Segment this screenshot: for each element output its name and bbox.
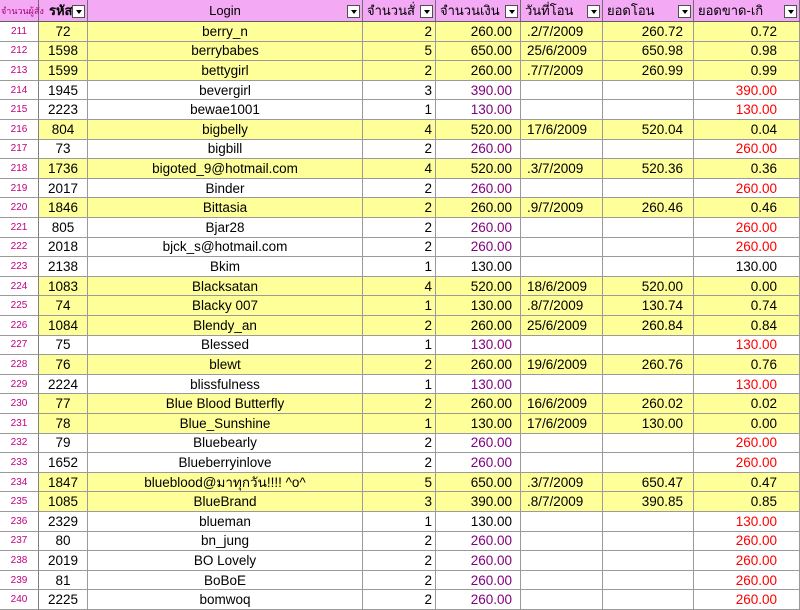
table-row bbox=[0, 257, 800, 277]
transfer-cell[interactable]: 520.36 bbox=[603, 159, 694, 179]
login-cell[interactable]: bevergirl bbox=[88, 81, 363, 101]
amount-cell[interactable]: 260.00 bbox=[436, 179, 521, 199]
balance-cell[interactable]: 0.04 bbox=[694, 120, 800, 140]
row-number[interactable]: 219 bbox=[0, 179, 39, 199]
transfer-cell[interactable] bbox=[603, 238, 694, 258]
amount-header-label: จำนวนเงิน bbox=[440, 3, 500, 18]
balance-cell[interactable]: 0.84 bbox=[694, 316, 800, 336]
amount-cell[interactable]: 260.00 bbox=[436, 316, 521, 336]
login-header[interactable] bbox=[88, 0, 363, 21]
login-cell[interactable]: bomwoq bbox=[88, 590, 363, 610]
table-row bbox=[0, 512, 800, 532]
row-number[interactable]: 234 bbox=[0, 473, 39, 493]
qty-cell[interactable]: 4 bbox=[363, 277, 436, 297]
date-cell[interactable]: .9/7/2009 bbox=[521, 198, 603, 218]
login-cell[interactable]: BlueBrand bbox=[88, 492, 363, 512]
transfer-cell[interactable] bbox=[603, 375, 694, 395]
login-cell[interactable]: bigbelly bbox=[88, 120, 363, 140]
code-cell[interactable]: 1846 bbox=[39, 198, 88, 218]
login-cell[interactable]: blueman bbox=[88, 512, 363, 532]
date-cell[interactable]: .2/7/2009 bbox=[521, 22, 603, 42]
balance-cell[interactable]: 260.00 bbox=[694, 218, 800, 238]
transfer-cell[interactable] bbox=[603, 218, 694, 238]
transfer-cell[interactable] bbox=[603, 571, 694, 591]
balance-cell[interactable]: 260.00 bbox=[694, 179, 800, 199]
login-cell[interactable]: Blue_Sunshine bbox=[88, 414, 363, 434]
login-cell[interactable]: berry_n bbox=[88, 22, 363, 42]
row-count-header: จำนวนผู้สั่ง bbox=[0, 0, 39, 21]
table-row bbox=[0, 296, 800, 316]
amount-cell[interactable]: 260.00 bbox=[436, 238, 521, 258]
amount-cell[interactable]: 650.00 bbox=[436, 42, 521, 62]
balance-cell[interactable]: 130.00 bbox=[694, 512, 800, 532]
transfer-cell[interactable] bbox=[603, 551, 694, 571]
qty-cell[interactable]: 3 bbox=[363, 81, 436, 101]
table-row bbox=[0, 22, 800, 42]
amount-cell[interactable]: 260.00 bbox=[436, 218, 521, 238]
row-number[interactable]: 213 bbox=[0, 61, 39, 81]
login-cell[interactable]: Blessed bbox=[88, 336, 363, 356]
date-filter-dropdown-icon[interactable] bbox=[587, 5, 600, 18]
date-cell[interactable] bbox=[521, 238, 603, 258]
date-cell[interactable] bbox=[521, 336, 603, 356]
amount-cell[interactable]: 260.00 bbox=[436, 61, 521, 81]
code-cell[interactable]: 805 bbox=[39, 218, 88, 238]
row-number[interactable]: 230 bbox=[0, 394, 39, 414]
date-cell[interactable] bbox=[521, 434, 603, 454]
amount-cell[interactable]: 260.00 bbox=[436, 198, 521, 218]
amount-cell[interactable]: 260.00 bbox=[436, 532, 521, 552]
row-number[interactable]: 233 bbox=[0, 453, 39, 473]
table-row bbox=[0, 414, 800, 434]
table-row bbox=[0, 61, 800, 81]
transfer-cell[interactable] bbox=[603, 453, 694, 473]
row-number[interactable]: 231 bbox=[0, 414, 39, 434]
row-number[interactable]: 218 bbox=[0, 159, 39, 179]
qty-cell[interactable]: 2 bbox=[363, 532, 436, 552]
code-cell[interactable]: 1084 bbox=[39, 316, 88, 336]
code-cell[interactable]: 81 bbox=[39, 571, 88, 591]
table-row bbox=[0, 473, 800, 493]
transfer-cell[interactable]: 260.02 bbox=[603, 394, 694, 414]
qty-cell[interactable]: 2 bbox=[363, 355, 436, 375]
transfer-cell[interactable]: 130.74 bbox=[603, 296, 694, 316]
transfer-header[interactable] bbox=[603, 0, 694, 21]
date-cell[interactable] bbox=[521, 453, 603, 473]
code-cell[interactable]: 1598 bbox=[39, 42, 88, 62]
date-cell[interactable] bbox=[521, 532, 603, 552]
qty-cell[interactable]: 1 bbox=[363, 296, 436, 316]
login-cell[interactable]: BO Lovely bbox=[88, 551, 363, 571]
qty-cell[interactable]: 2 bbox=[363, 590, 436, 610]
login-filter-dropdown-icon[interactable] bbox=[347, 5, 360, 18]
transfer-cell[interactable] bbox=[603, 257, 694, 277]
row-number[interactable]: 237 bbox=[0, 532, 39, 552]
qty-cell[interactable]: 2 bbox=[363, 551, 436, 571]
transfer-cell[interactable]: 260.99 bbox=[603, 61, 694, 81]
amount-cell[interactable]: 130.00 bbox=[436, 100, 521, 120]
qty-cell[interactable]: 4 bbox=[363, 120, 436, 140]
transfer-cell[interactable] bbox=[603, 336, 694, 356]
balance-cell[interactable]: 0.72 bbox=[694, 22, 800, 42]
table-row bbox=[0, 571, 800, 591]
amount-cell[interactable]: 130.00 bbox=[436, 512, 521, 532]
qty-filter-dropdown-icon[interactable] bbox=[420, 5, 433, 18]
amount-cell[interactable]: 130.00 bbox=[436, 257, 521, 277]
row-number[interactable]: 239 bbox=[0, 571, 39, 591]
amount-cell[interactable]: 130.00 bbox=[436, 296, 521, 316]
balance-cell[interactable]: 130.00 bbox=[694, 100, 800, 120]
amount-cell[interactable]: 260.00 bbox=[436, 434, 521, 454]
date-header[interactable] bbox=[521, 0, 603, 21]
date-cell[interactable]: 17/6/2009 bbox=[521, 120, 603, 140]
balance-cell[interactable]: 260.00 bbox=[694, 551, 800, 571]
table-row bbox=[0, 218, 800, 238]
table-row bbox=[0, 120, 800, 140]
date-cell[interactable] bbox=[521, 551, 603, 571]
balance-cell[interactable]: 260.00 bbox=[694, 571, 800, 591]
code-cell[interactable]: 2017 bbox=[39, 179, 88, 199]
balance-cell[interactable]: 130.00 bbox=[694, 257, 800, 277]
amount-cell[interactable]: 520.00 bbox=[436, 120, 521, 140]
login-cell[interactable]: Binder bbox=[88, 179, 363, 199]
table-row bbox=[0, 375, 800, 395]
transfer-cell[interactable]: 260.76 bbox=[603, 355, 694, 375]
row-number[interactable]: 214 bbox=[0, 81, 39, 101]
table-row bbox=[0, 159, 800, 179]
code-cell[interactable]: 2329 bbox=[39, 512, 88, 532]
code-cell[interactable]: 73 bbox=[39, 140, 88, 160]
qty-header[interactable] bbox=[363, 0, 436, 21]
login-cell[interactable]: bjck_s@hotmail.com bbox=[88, 238, 363, 258]
balance-cell[interactable]: 260.00 bbox=[694, 532, 800, 552]
code-cell[interactable]: 77 bbox=[39, 394, 88, 414]
table-row bbox=[0, 42, 800, 62]
qty-header-label: จำนวนสั่ bbox=[367, 3, 415, 18]
qty-cell[interactable]: 1 bbox=[363, 336, 436, 356]
qty-cell[interactable]: 2 bbox=[363, 316, 436, 336]
transfer-cell[interactable] bbox=[603, 434, 694, 454]
balance-header-label: ยอดขาด-เกิ bbox=[698, 3, 764, 18]
balance-cell[interactable]: 260.00 bbox=[694, 238, 800, 258]
qty-cell[interactable]: 2 bbox=[363, 198, 436, 218]
qty-cell[interactable]: 2 bbox=[363, 140, 436, 160]
qty-cell[interactable]: 2 bbox=[363, 394, 436, 414]
login-cell[interactable]: Blue Blood Butterfly bbox=[88, 394, 363, 414]
amount-filter-dropdown-icon[interactable] bbox=[505, 5, 518, 18]
date-cell[interactable] bbox=[521, 512, 603, 532]
transfer-header-label: ยอดโอน bbox=[607, 3, 655, 18]
amount-cell[interactable]: 260.00 bbox=[436, 394, 521, 414]
balance-cell[interactable]: 0.00 bbox=[694, 414, 800, 434]
login-cell[interactable]: blueblood@มาทุกวัน!!!! ^o^ bbox=[88, 473, 363, 493]
table-row bbox=[0, 394, 800, 414]
balance-cell[interactable]: 0.85 bbox=[694, 492, 800, 512]
login-cell[interactable]: blissfulness bbox=[88, 375, 363, 395]
balance-cell[interactable]: 0.98 bbox=[694, 42, 800, 62]
code-cell[interactable]: 2225 bbox=[39, 590, 88, 610]
transfer-cell[interactable]: 520.04 bbox=[603, 120, 694, 140]
date-cell[interactable] bbox=[521, 590, 603, 610]
date-cell[interactable] bbox=[521, 100, 603, 120]
date-cell[interactable] bbox=[521, 81, 603, 101]
date-cell[interactable]: .3/7/2009 bbox=[521, 159, 603, 179]
login-header-label: Login bbox=[209, 3, 241, 18]
code-cell[interactable]: 2138 bbox=[39, 257, 88, 277]
qty-cell[interactable]: 1 bbox=[363, 257, 436, 277]
qty-cell[interactable]: 1 bbox=[363, 375, 436, 395]
balance-cell[interactable]: 260.00 bbox=[694, 590, 800, 610]
row-number[interactable]: 226 bbox=[0, 316, 39, 336]
row-number[interactable]: 232 bbox=[0, 434, 39, 454]
table-row bbox=[0, 179, 800, 199]
date-cell[interactable]: 17/6/2009 bbox=[521, 414, 603, 434]
balance-cell[interactable]: 260.00 bbox=[694, 453, 800, 473]
login-cell[interactable]: berrybabes bbox=[88, 42, 363, 62]
table-row bbox=[0, 81, 800, 101]
row-number[interactable]: 222 bbox=[0, 238, 39, 258]
table-row bbox=[0, 198, 800, 218]
row-number[interactable]: 215 bbox=[0, 100, 39, 120]
login-cell[interactable]: Bittasia bbox=[88, 198, 363, 218]
login-cell[interactable]: Blueberryinlove bbox=[88, 453, 363, 473]
table-row bbox=[0, 492, 800, 512]
balance-cell[interactable]: 0.74 bbox=[694, 296, 800, 316]
row-number[interactable]: 225 bbox=[0, 296, 39, 316]
code-cell[interactable]: 74 bbox=[39, 296, 88, 316]
row-number[interactable]: 229 bbox=[0, 375, 39, 395]
balance-cell[interactable]: 130.00 bbox=[694, 336, 800, 356]
row-number[interactable]: 227 bbox=[0, 336, 39, 356]
date-cell[interactable]: .7/7/2009 bbox=[521, 61, 603, 81]
date-cell[interactable] bbox=[521, 179, 603, 199]
login-cell[interactable]: Bluebearly bbox=[88, 434, 363, 454]
qty-cell[interactable]: 4 bbox=[363, 159, 436, 179]
balance-cell[interactable]: 0.76 bbox=[694, 355, 800, 375]
qty-cell[interactable]: 2 bbox=[363, 238, 436, 258]
date-cell[interactable] bbox=[521, 257, 603, 277]
code-cell[interactable]: 1599 bbox=[39, 61, 88, 81]
balance-cell[interactable]: 0.99 bbox=[694, 61, 800, 81]
code-cell[interactable]: 1085 bbox=[39, 492, 88, 512]
code-cell[interactable]: 2223 bbox=[39, 100, 88, 120]
code-filter-dropdown-icon[interactable] bbox=[72, 5, 85, 18]
row-number[interactable]: 236 bbox=[0, 512, 39, 532]
code-header-label: รหัส bbox=[49, 3, 73, 18]
date-cell[interactable]: 19/6/2009 bbox=[521, 355, 603, 375]
amount-cell[interactable]: 260.00 bbox=[436, 571, 521, 591]
date-cell[interactable]: 25/6/2009 bbox=[521, 42, 603, 62]
balance-cell[interactable]: 260.00 bbox=[694, 140, 800, 160]
code-cell[interactable]: 2224 bbox=[39, 375, 88, 395]
qty-cell[interactable]: 2 bbox=[363, 61, 436, 81]
row-number[interactable]: 221 bbox=[0, 218, 39, 238]
transfer-cell[interactable] bbox=[603, 179, 694, 199]
code-cell[interactable]: 80 bbox=[39, 532, 88, 552]
header-row bbox=[0, 0, 800, 22]
qty-cell[interactable]: 2 bbox=[363, 218, 436, 238]
login-cell[interactable]: Blendy_an bbox=[88, 316, 363, 336]
code-cell[interactable]: 75 bbox=[39, 336, 88, 356]
amount-cell[interactable]: 650.00 bbox=[436, 473, 521, 493]
code-cell[interactable]: 79 bbox=[39, 434, 88, 454]
balance-header[interactable] bbox=[694, 0, 800, 21]
table-row bbox=[0, 434, 800, 454]
login-cell[interactable]: BoBoE bbox=[88, 571, 363, 591]
login-cell[interactable]: Bjar28 bbox=[88, 218, 363, 238]
table-row bbox=[0, 316, 800, 336]
code-cell[interactable]: 804 bbox=[39, 120, 88, 140]
row-number[interactable]: 212 bbox=[0, 42, 39, 62]
date-header-label: วันที่โอน bbox=[525, 3, 574, 18]
transfer-cell[interactable]: 260.84 bbox=[603, 316, 694, 336]
transfer-filter-dropdown-icon[interactable] bbox=[678, 5, 691, 18]
amount-cell[interactable]: 130.00 bbox=[436, 375, 521, 395]
balance-cell[interactable]: 0.47 bbox=[694, 473, 800, 493]
balance-cell[interactable]: 390.00 bbox=[694, 81, 800, 101]
qty-cell[interactable]: 5 bbox=[363, 473, 436, 493]
login-cell[interactable]: blewt bbox=[88, 355, 363, 375]
balance-cell[interactable]: 0.02 bbox=[694, 394, 800, 414]
amount-cell[interactable]: 520.00 bbox=[436, 277, 521, 297]
row-number[interactable]: 220 bbox=[0, 198, 39, 218]
table-row bbox=[0, 140, 800, 160]
transfer-cell[interactable] bbox=[603, 81, 694, 101]
table-row bbox=[0, 355, 800, 375]
qty-cell[interactable]: 2 bbox=[363, 453, 436, 473]
amount-cell[interactable]: 260.00 bbox=[436, 22, 521, 42]
date-cell[interactable]: .8/7/2009 bbox=[521, 296, 603, 316]
date-cell[interactable]: 25/6/2009 bbox=[521, 316, 603, 336]
transfer-cell[interactable] bbox=[603, 532, 694, 552]
date-cell[interactable]: 16/6/2009 bbox=[521, 394, 603, 414]
qty-cell[interactable]: 2 bbox=[363, 571, 436, 591]
transfer-cell[interactable] bbox=[603, 100, 694, 120]
code-cell[interactable]: 1945 bbox=[39, 81, 88, 101]
login-cell[interactable]: Blacksatan bbox=[88, 277, 363, 297]
row-number[interactable]: 223 bbox=[0, 257, 39, 277]
amount-cell[interactable]: 130.00 bbox=[436, 336, 521, 356]
row-number[interactable]: 216 bbox=[0, 120, 39, 140]
row-number[interactable]: 238 bbox=[0, 551, 39, 571]
amount-cell[interactable]: 260.00 bbox=[436, 551, 521, 571]
balance-cell[interactable]: 0.00 bbox=[694, 277, 800, 297]
date-cell[interactable] bbox=[521, 218, 603, 238]
table-row bbox=[0, 590, 800, 610]
qty-cell[interactable]: 2 bbox=[363, 179, 436, 199]
amount-cell[interactable]: 260.00 bbox=[436, 453, 521, 473]
date-cell[interactable] bbox=[521, 140, 603, 160]
transfer-cell[interactable]: 520.00 bbox=[603, 277, 694, 297]
balance-cell[interactable]: 130.00 bbox=[694, 375, 800, 395]
amount-cell[interactable]: 260.00 bbox=[436, 355, 521, 375]
amount-cell[interactable]: 390.00 bbox=[436, 492, 521, 512]
amount-cell[interactable]: 130.00 bbox=[436, 414, 521, 434]
amount-cell[interactable]: 520.00 bbox=[436, 159, 521, 179]
code-cell[interactable]: 1652 bbox=[39, 453, 88, 473]
code-header[interactable] bbox=[39, 0, 88, 21]
amount-cell[interactable]: 260.00 bbox=[436, 140, 521, 160]
transfer-cell[interactable]: 260.46 bbox=[603, 198, 694, 218]
row-number[interactable]: 211 bbox=[0, 22, 39, 42]
amount-cell[interactable]: 260.00 bbox=[436, 590, 521, 610]
code-cell[interactable]: 72 bbox=[39, 22, 88, 42]
balance-cell[interactable]: 0.36 bbox=[694, 159, 800, 179]
table-row bbox=[0, 532, 800, 552]
amount-cell[interactable]: 390.00 bbox=[436, 81, 521, 101]
table-row bbox=[0, 453, 800, 473]
login-cell[interactable]: bn_jung bbox=[88, 532, 363, 552]
login-cell[interactable]: bewae1001 bbox=[88, 100, 363, 120]
row-number[interactable]: 240 bbox=[0, 590, 39, 610]
code-cell[interactable]: 2019 bbox=[39, 551, 88, 571]
date-cell[interactable] bbox=[521, 571, 603, 591]
date-cell[interactable]: .8/7/2009 bbox=[521, 492, 603, 512]
date-cell[interactable]: .3/7/2009 bbox=[521, 473, 603, 493]
login-cell[interactable]: bigbill bbox=[88, 140, 363, 160]
transfer-cell[interactable] bbox=[603, 140, 694, 160]
row-number[interactable]: 217 bbox=[0, 140, 39, 160]
table-row bbox=[0, 277, 800, 297]
row-number[interactable]: 228 bbox=[0, 355, 39, 375]
login-cell[interactable]: Bkim bbox=[88, 257, 363, 277]
code-cell[interactable]: 1083 bbox=[39, 277, 88, 297]
qty-cell[interactable]: 5 bbox=[363, 42, 436, 62]
date-cell[interactable] bbox=[521, 375, 603, 395]
table-row bbox=[0, 551, 800, 571]
table-row bbox=[0, 100, 800, 120]
qty-cell[interactable]: 1 bbox=[363, 414, 436, 434]
transfer-cell[interactable]: 260.72 bbox=[603, 22, 694, 42]
code-cell[interactable]: 76 bbox=[39, 355, 88, 375]
qty-cell[interactable]: 1 bbox=[363, 512, 436, 532]
transfer-cell[interactable]: 390.85 bbox=[603, 492, 694, 512]
transfer-cell[interactable] bbox=[603, 512, 694, 532]
transfer-cell[interactable] bbox=[603, 590, 694, 610]
code-cell[interactable]: 78 bbox=[39, 414, 88, 434]
balance-cell[interactable]: 260.00 bbox=[694, 434, 800, 454]
row-number[interactable]: 224 bbox=[0, 277, 39, 297]
amount-header[interactable] bbox=[436, 0, 521, 21]
login-cell[interactable]: bigoted_9@hotmail.com bbox=[88, 159, 363, 179]
table-row bbox=[0, 238, 800, 258]
table-row bbox=[0, 336, 800, 356]
transfer-cell[interactable]: 650.98 bbox=[603, 42, 694, 62]
code-cell[interactable]: 1736 bbox=[39, 159, 88, 179]
transfer-cell[interactable]: 130.00 bbox=[603, 414, 694, 434]
code-cell[interactable]: 1847 bbox=[39, 473, 88, 493]
code-cell[interactable]: 2018 bbox=[39, 238, 88, 258]
balance-cell[interactable]: 0.46 bbox=[694, 198, 800, 218]
login-cell[interactable]: Blacky 007 bbox=[88, 296, 363, 316]
row-number[interactable]: 235 bbox=[0, 492, 39, 512]
date-cell[interactable]: 18/6/2009 bbox=[521, 277, 603, 297]
qty-cell[interactable]: 2 bbox=[363, 22, 436, 42]
balance-filter-dropdown-icon[interactable] bbox=[784, 5, 797, 18]
login-cell[interactable]: bettygirl bbox=[88, 61, 363, 81]
transfer-cell[interactable]: 650.47 bbox=[603, 473, 694, 493]
qty-cell[interactable]: 1 bbox=[363, 100, 436, 120]
qty-cell[interactable]: 2 bbox=[363, 434, 436, 454]
qty-cell[interactable]: 3 bbox=[363, 492, 436, 512]
